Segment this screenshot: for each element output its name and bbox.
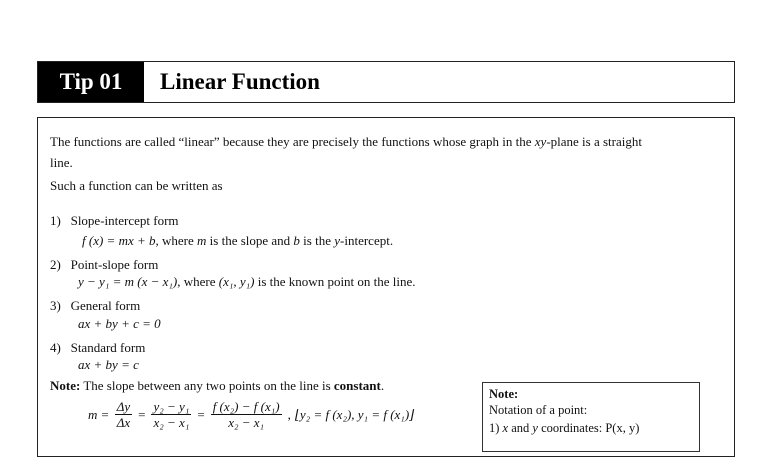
note-box [482, 382, 700, 452]
form-1-formula: f (x) = mx + b, where m is the slope and b is the y-intercept. [82, 233, 394, 248]
intro-line-3: Such a function can be written as [50, 178, 223, 193]
tip-badge: Tip 01 [38, 62, 144, 102]
form-3-heading: 3) General form [50, 298, 141, 313]
note-box-title: Note: [489, 387, 519, 401]
tip-header [37, 61, 735, 103]
form-4-heading: 4) Standard form [50, 340, 146, 355]
slope-formula: m = $\frac{\Delta y}{\Delta x}$ = $\frac{\text{y₂ − y₁}}{\text{x₂ − x₁}}$ = $\frac{\text{f (x₂) − f (x₁)}}{\text{x₂ − x₁}}$ , ⌊y₂ = f (x₂), y₁ = f (x₁)⌋ [88, 399, 415, 430]
note-box-line-1: Notation of a point: [489, 403, 588, 417]
intro-line-2: line. [50, 155, 73, 170]
note-box-line-2: 1) x and y coordinates: P(x, y) [489, 421, 640, 435]
form-2-formula: y − y₁ = m (x − x₁), where (x₁, y₁) is the known point on the line. [78, 274, 416, 289]
form-2-heading: 2) Point-slope form [50, 257, 159, 272]
intro-line-1: The functions are called “linear” because they are precisely the functions whose graph in the xy-plane is a straight [50, 134, 642, 149]
form-1-heading: 1) Slope-intercept form [50, 213, 179, 228]
form-3-formula: ax + by + c = 0 [78, 316, 161, 331]
page-title: Linear Function [160, 69, 320, 94]
slope-note: Note: The slope between any two points on the line is constant. [50, 378, 385, 393]
form-4-formula: ax + by = c [78, 357, 139, 372]
